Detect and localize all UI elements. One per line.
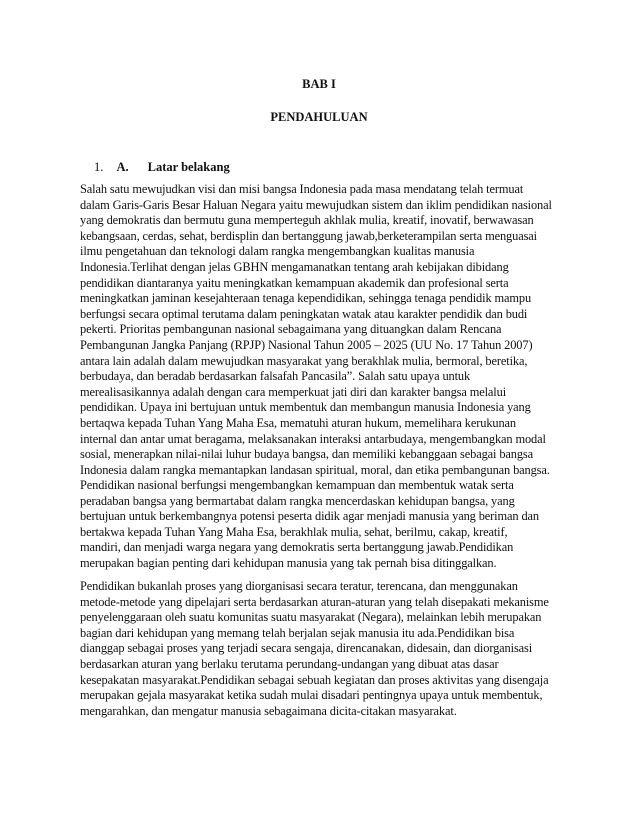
paragraph-line: kesepakatan masyarakat.Pendidikan sebagai sebuah kegiatan dan proses aktivitas yang disengaja <box>80 672 549 687</box>
paragraph-line: peradaban bangsa yang bermartabat dalam rangka mencerdaskan kehidupan bangsa, yang <box>80 493 515 508</box>
paragraph-line: Indonesia dalam rangka memantapkan landasan spiritual, moral, dan etika pembangunan bangsa. <box>80 462 550 477</box>
paragraph-line: kebangsaan, cerdas, sehat, berdisplin dan bertanggung jawab,berketerampilan serta menguasai <box>80 228 537 243</box>
paragraph-line: bertakwa kepada Tuhan Yang Maha Esa, berakhlak mulia, sehat, berilmu, cakap, kreatif, <box>80 524 508 539</box>
paragraph-line: metode-metode yang dipelajari serta berdasarkan aturan-aturan yang telah disepakati mekanisme <box>80 594 549 609</box>
paragraph-line: bertaqwa kepada Tuhan Yang Maha Esa, mematuhi aturan hukum, memelihara kerukunan <box>80 415 517 430</box>
paragraph-line: mandiri, dan menjadi warga negara yang demokratis serta bertanggung jawab.Pendidikan <box>80 540 514 555</box>
paragraph-line: merupakan bagian penting dari kehidupan manusia yang tak pernah bisa ditinggalkan. <box>80 555 497 570</box>
paragraph-line: meningkatkan jaminan kesejahteraan tenaga kependidikan, sehingga tenaga pendidik mampu <box>80 291 532 306</box>
section-title: Latar belakang <box>147 160 230 174</box>
paragraph-line: ilmu pengetahuan dan teknologi dalam rangka mengembangkan kualitas manusia <box>80 244 475 259</box>
paragraph-line: Pendidikan bukanlah proses yang diorganisasi secara teratur, terencana, dan menggunakan <box>80 579 518 593</box>
paragraph-1 <box>80 182 564 478</box>
paragraph-line: bagian dari kehidupan yang memang telah berjalan sejak manusia itu ada.Pendidikan bisa <box>80 625 515 640</box>
paragraph-line: pendidikan. Upaya ini bertujuan untuk membentuk dan membangun manusia Indonesia yang <box>80 400 531 415</box>
paragraph-line: antara lain adalah dalam mewujudkan masyarakat yang berakhlak mulia, bermoral, beretika, <box>80 353 528 368</box>
paragraph-line: berfungsi secara optimal terutama dalam peningkatan watak atau karakter pendidik dan budi <box>80 306 528 321</box>
paragraph-3 <box>80 579 564 719</box>
chapter-title: PENDAHULUAN <box>270 110 368 124</box>
paragraph-line: sosial, menerapkan nilai-nilai luhur budaya bangsa, dan memiliki kebanggaan sebagai bangsa <box>80 447 534 462</box>
paragraph-line: bertujuan untuk berkembangnya potensi peserta didik agar menjadi manusia yang beriman dan <box>80 509 539 524</box>
paragraph-line: merealisasikannya adalah dengan cara memperkuat jati diri dan karakter bangsa melalui <box>80 384 507 399</box>
paragraph-line: yang demokratis dan bermutu guna memperteguh akhlak mulia, kreatif, inovatif, berwawasan <box>80 213 534 228</box>
paragraph-line: berdasarkan aturan yang berlaku terutama perundang-undangan yang dibuat atas dasar <box>80 656 499 671</box>
paragraph-line: berbudaya, dan beradab berdasarkan falsafah Pancasila”. Salah satu upaya untuk <box>80 369 471 384</box>
paragraph-line: Pendidikan nasional berfungsi mengembangkan kemampuan dan membentuk watak serta <box>80 478 514 492</box>
section-letter: A. <box>116 160 129 174</box>
chapter-heading: BAB I <box>302 77 336 91</box>
paragraph-2 <box>80 478 564 572</box>
paragraph-line: pendidikan diantaranya yaitu meningkatkan kemampuan akademik dan profesional serta <box>80 275 509 290</box>
paragraph-line: dalam Garis-Garis Besar Haluan Negara yaitu mewujudkan sistem dan iklim pendidikan nasional <box>80 197 552 212</box>
paragraph-line: Salah satu mewujudkan visi dan misi bangsa Indonesia pada masa mendatang telah termuat <box>80 182 524 196</box>
paragraph-line: Pembangunan Jangka Panjang (RPJP) Nasional Tahun 2005 – 2025 (UU No. 17 Tahun 2007) <box>80 337 533 352</box>
paragraph-line: Indonesia.Terlihat dengan jelas GBHN mengamanatkan tentang arah kebijakan dibidang <box>80 259 509 274</box>
paragraph-line: merupakan gejala masyarakat ketika sudah mulai disadari pentingnya upaya untuk membentuk, <box>80 688 543 703</box>
paragraph-line: internal dan antar umat beragama, melaksanakan interaksi antarbudaya, mengembangkan modal <box>80 431 546 446</box>
paragraph-line: penyelenggaraan oleh suatu komunitas suatu masyarakat (Negara), melainkan lebih merupakan <box>80 610 542 625</box>
paragraph-line: mengarahkan, dan mengatur manusia sebagaimana dicita-citakan masyarakat. <box>80 703 457 718</box>
section-heading <box>94 159 230 175</box>
paragraph-line: pekerti. Prioritas pembangunan nasional sebagaimana yang dituangkan dalam Rencana <box>80 322 502 337</box>
section-number: 1. <box>94 160 104 174</box>
paragraph-line: dianggap sebagai proses yang terjadi secara sengaja, direncanakan, didesain, dan diorganisasi <box>80 641 533 656</box>
